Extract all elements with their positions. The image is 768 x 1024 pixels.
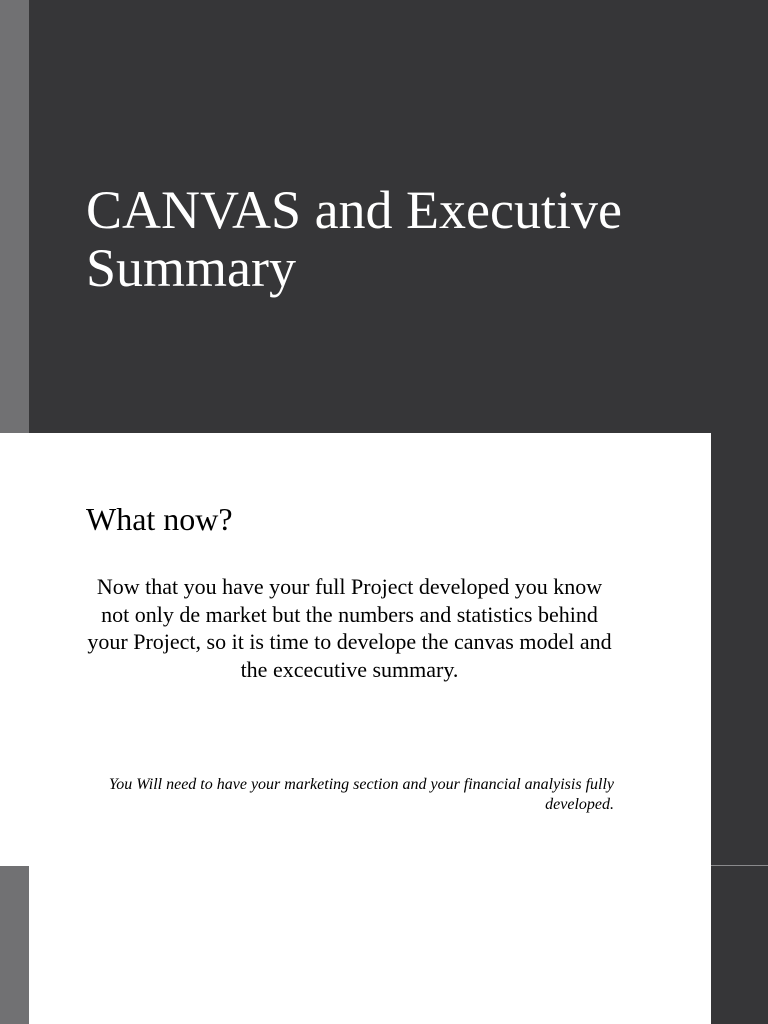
slide-note: You Will need to have your marketing section and your financial analyisis fully developed. <box>108 776 614 813</box>
page-background-strip <box>711 433 768 866</box>
next-slide <box>0 866 768 1024</box>
slide-body-text: Now that you have your full Project developed you know not only de market but the numbers and statistics behind your Project, so it is time to develope the canvas model and the excecutive summary. <box>87 574 612 682</box>
title-slide <box>0 0 768 433</box>
slide-title: CANVAS and Executive Summary <box>86 180 622 298</box>
content-slide <box>0 433 711 866</box>
next-slide-content-panel <box>29 866 711 1024</box>
slide-heading: What now? <box>86 501 233 537</box>
next-slide-accent-bar <box>0 866 29 1024</box>
title-slide-accent-bar <box>0 0 29 433</box>
